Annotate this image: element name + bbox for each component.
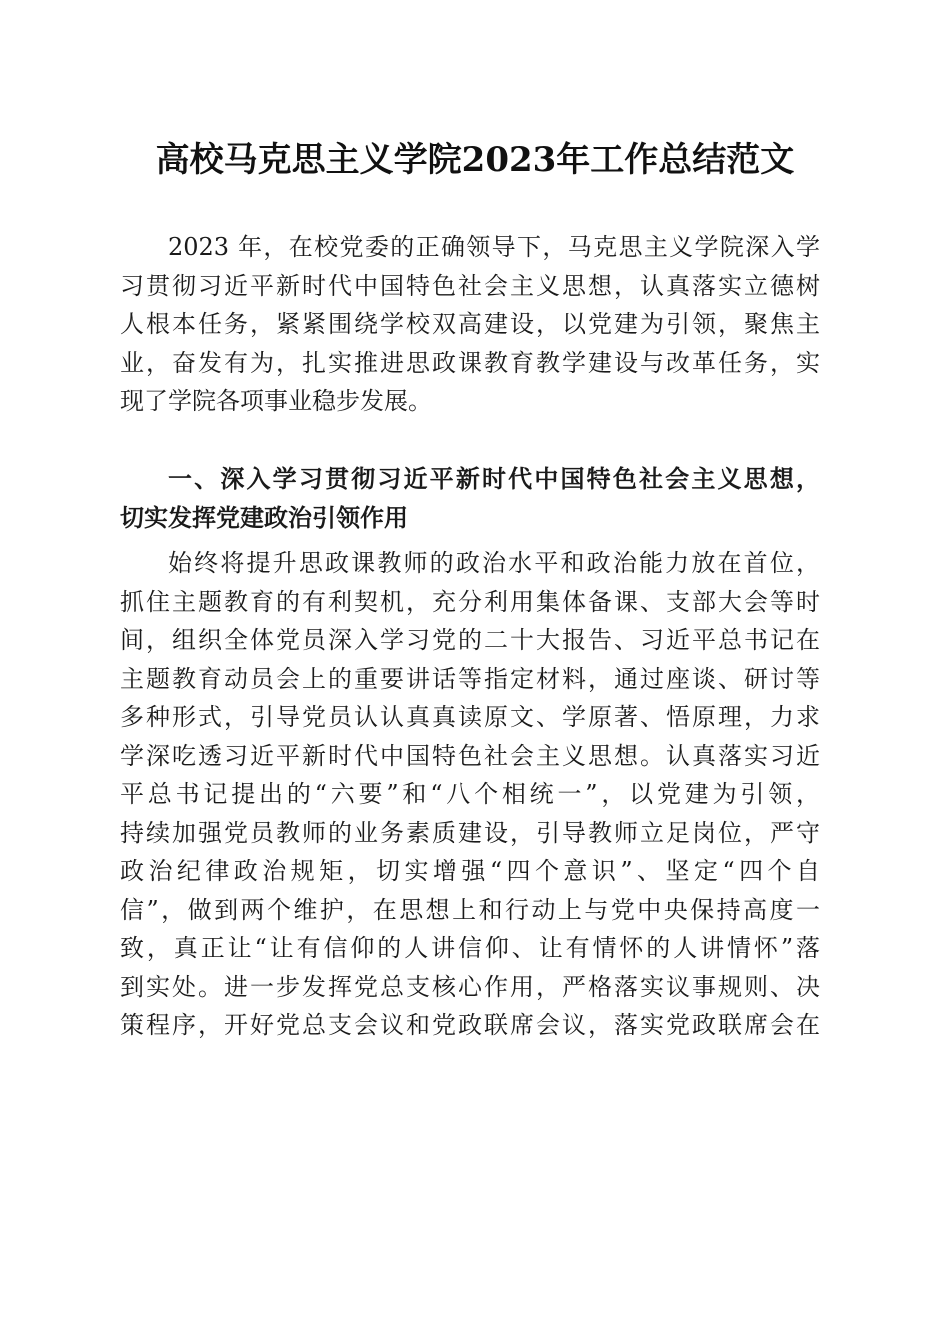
heading-line: 一、深入学习贯彻习近平新时代中国特色社会主义思想，	[168, 465, 820, 493]
paragraph-line: 人根本任务，紧紧围绕学校双高建设，以党建为引领，聚焦主	[120, 310, 820, 338]
section-heading	[120, 460, 820, 537]
paragraph-line: 到实处。进一步发挥党总支核心作用，严格落实议事规则、决	[120, 972, 820, 1001]
intro-paragraph	[120, 228, 820, 421]
paragraph-line: 习贯彻习近平新时代中国特色社会主义思想，认真落实立德树	[120, 271, 820, 300]
document-title: 高校马克思主义学院2023年工作总结范文	[155, 140, 795, 180]
paragraph-line: 业，奋发有为，扎实推进思政课教育教学建设与改革任务，实	[120, 348, 820, 377]
paragraph-line: 策程序，开好党总支会议和党政联席会议，落实党政联席会在	[120, 1011, 820, 1039]
paragraph-line: 多种形式，引导党员认认真真读原文、学原著、悟原理，力求	[120, 703, 820, 731]
paragraph-line: 致，真正让“让有信仰的人讲信仰、让有情怀的人讲情怀”落	[120, 934, 820, 962]
paragraph-line: 间，组织全体党员深入学习党的二十大报告、习近平总书记在	[120, 626, 820, 654]
paragraph-line: 平总书记提出的“六要”和“八个相统一”，以党建为引领，	[120, 780, 820, 808]
paragraph-line: 持续加强党员教师的业务素质建设，引导教师立足岗位，严守	[120, 818, 820, 847]
paragraph-line: 学深吃透习近平新时代中国特色社会主义思想。认真落实习近	[120, 741, 820, 770]
heading-line: 切实发挥党建政治引领作用	[120, 503, 408, 532]
paragraph-line: 始终将提升思政课教师的政治水平和政治能力放在首位，	[168, 549, 820, 577]
paragraph-line: 抓住主题教育的有利契机，充分利用集体备课、支部大会等时	[120, 587, 820, 616]
paragraph-line: 政治纪律政治规矩，切实增强“四个意识”、坚定“四个自	[120, 857, 820, 885]
paragraph-line: 信”，做到两个维护，在思想上和行动上与党中央保持高度一	[120, 895, 820, 924]
paragraph-line: 现了学院各项事业稳步发展。	[120, 387, 432, 415]
paragraph-line: 2023 年，在校党委的正确领导下，马克思主义学院深入学	[168, 233, 820, 261]
paragraph-line: 主题教育动员会上的重要讲话等指定材料，通过座谈、研讨等	[120, 664, 820, 693]
section-paragraph	[120, 544, 820, 1045]
